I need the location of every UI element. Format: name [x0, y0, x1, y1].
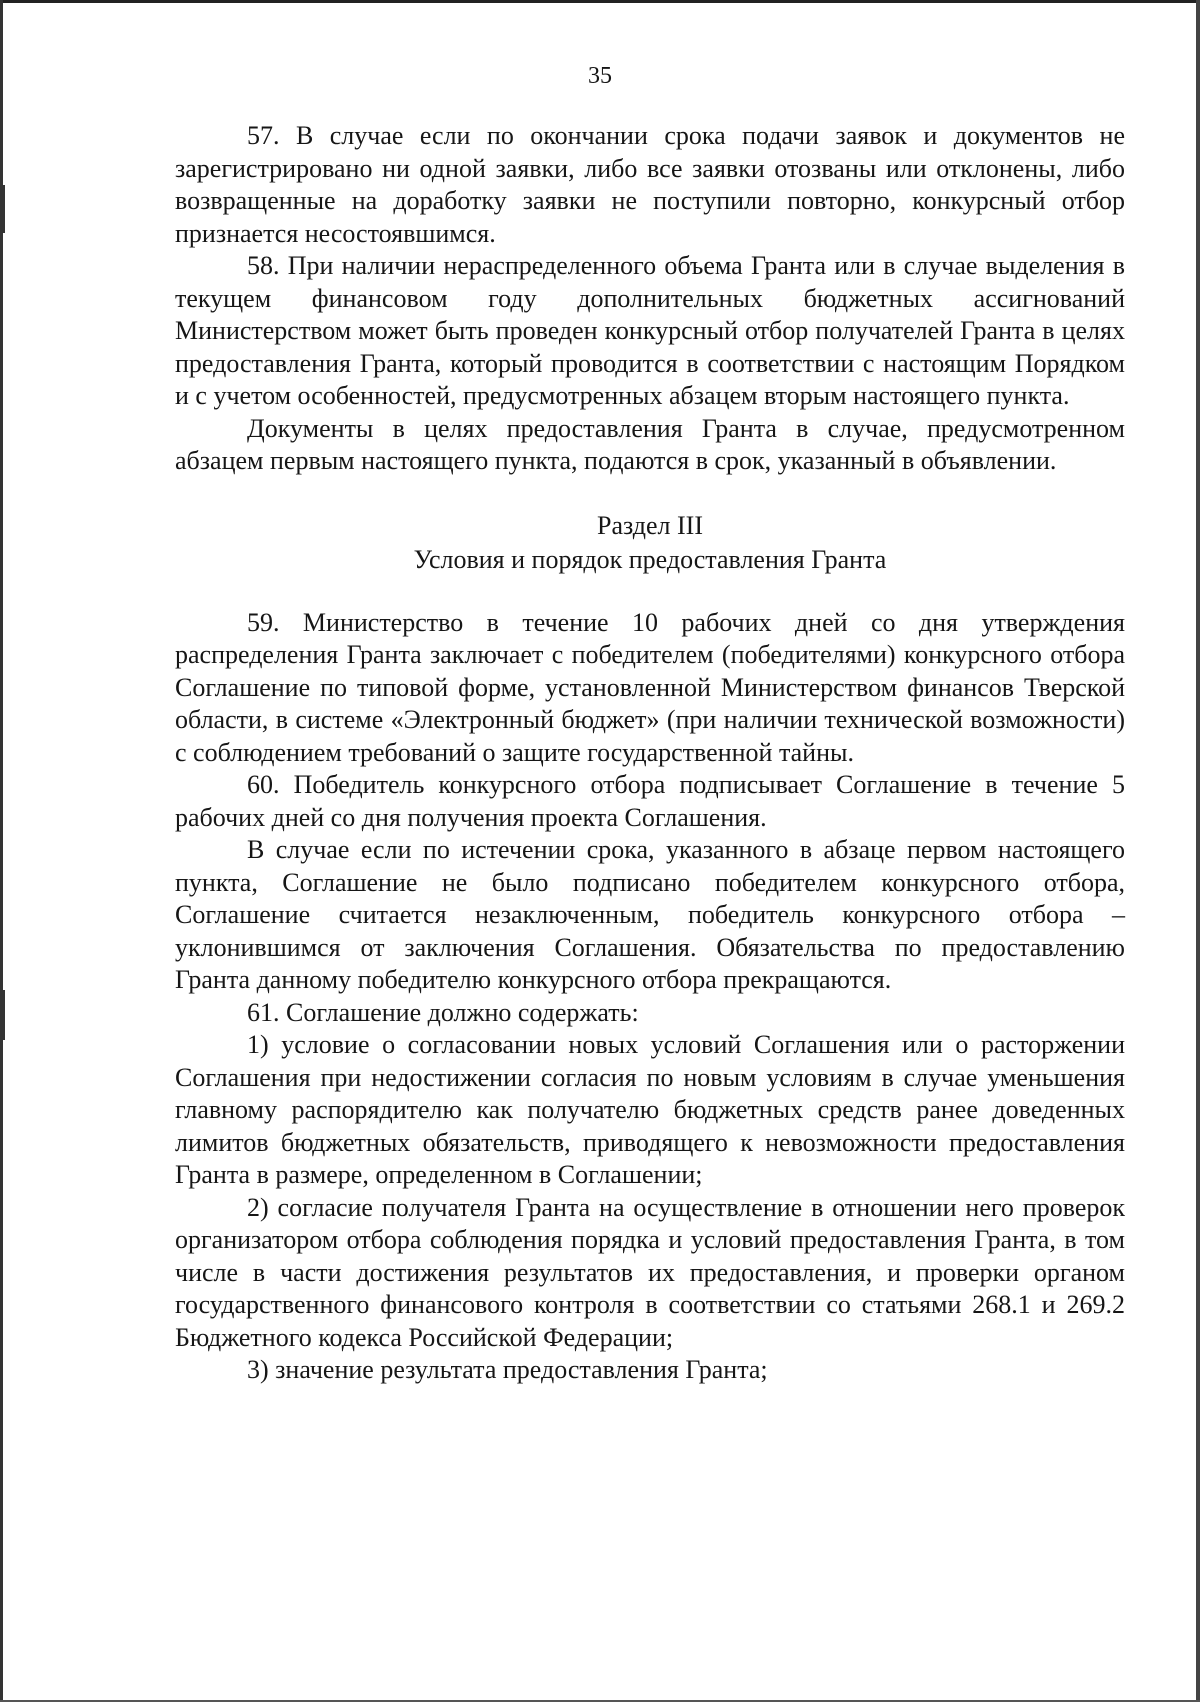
- list-item-1: 1) условие о согласовании новых условий Соглашения или о расторжении Соглашения при недостижении согласия по новым условиям в случае уменьшения главному распорядителю как получателю бюджетных средств ранее доведенных лимитов бюджетных обязательств, приводящего к невозможности предоставления Гранта в размере, определенном в Соглашении;: [175, 1030, 1125, 1189]
- scan-edge-right: [1196, 0, 1200, 1702]
- scan-mark: [3, 990, 5, 1040]
- paragraph-59: 59. Министерство в течение 10 рабочих дней со дня утверждения распределения Гранта заключает с победителем (победителями) конкурсного отбора Соглашение по типовой форме, установленной Министерством финансов Тверской области, в системе «Электронный бюджет» (при наличии технической возможности) с соблюдением требований о защите государственной тайны.: [175, 607, 1125, 767]
- section-title: Условия и порядок предоставления Гранта: [413, 544, 887, 574]
- list-item-2: 2) согласие получателя Гранта на осуществление в отношении него проверок организатором отбора соблюдения порядка и условий предоставления Гранта, в том числе в части достижения результатов их предоставления, и проверки органом государственного финансового контроля в соответствии со статьями 268.1 и 269.2 Бюджетного кодекса Российской Федерации;: [175, 1192, 1125, 1352]
- paragraph-61: 61. Соглашение должно содержать:: [247, 997, 639, 1027]
- paragraph-58-documents: Документы в целях предоставления Гранта в случае, предусмотренном абзацем первым настоящего пункта, подаются в срок, указанный в объявлении.: [175, 413, 1125, 475]
- document-body: [175, 120, 1125, 1387]
- paragraph-60-nonsigning: В случае если по истечении срока, указанного в абзаце первом настоящего пункта, Соглашение не было подписано победителем конкурсного отбора, Соглашение считается незаключенным, победитель конкурсного отбора – уклонившимся от заключения Соглашения. Обязательства по предоставлению Гранта данному победителю конкурсного отбора прекращаются.: [175, 835, 1125, 994]
- scan-mark: [3, 185, 5, 233]
- paragraph-60: 60. Победитель конкурсного отбора подписывает Соглашение в течение 5 рабочих дней со дня получения проекта Соглашения.: [175, 770, 1125, 832]
- paragraph-58: 58. При наличии нераспределенного объема Гранта или в случае выделения в текущем финансовом году дополнительных бюджетных ассигнований Министерством может быть проведен конкурсный отбор получателей Гранта в целях предоставления Гранта, который проводится в соответствии с настоящим Порядком и с учетом особенностей, предусмотренных абзацем вторым настоящего пункта.: [175, 251, 1125, 410]
- paragraph-57: 57. В случае если по окончании срока подачи заявок и документов не зарегистрировано ни одной заявки, либо все заявки отозваны или отклонены, либо возвращенные на доработку заявки не поступили повторно, конкурсный отбор признается несостоявшимся.: [175, 121, 1125, 248]
- list-item-3: 3) значение результата предоставления Гранта;: [247, 1355, 768, 1384]
- section-number: Раздел III: [596, 510, 704, 540]
- scan-edge-top: [0, 0, 1200, 3]
- page-number: 35: [588, 63, 612, 89]
- scan-edge-left: [0, 0, 3, 1702]
